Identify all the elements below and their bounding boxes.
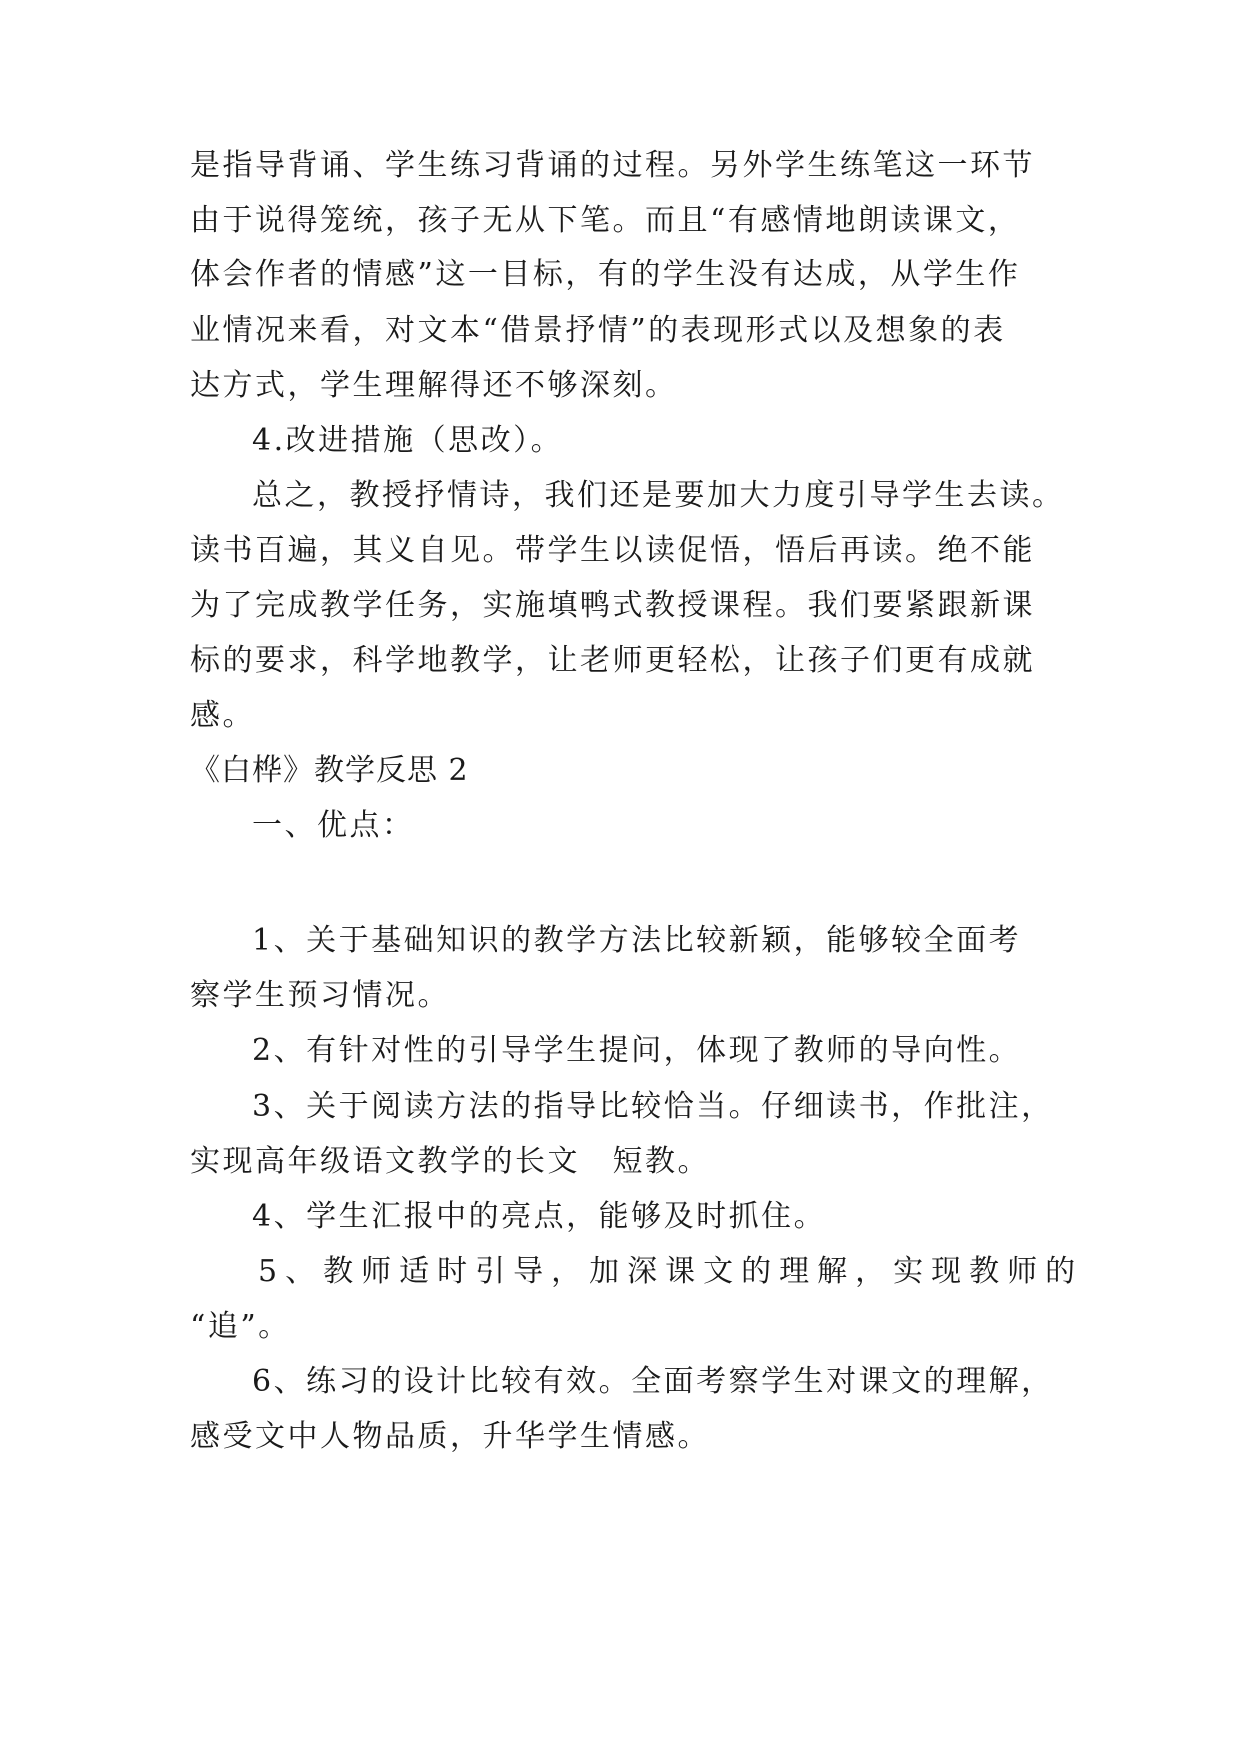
text-line: 达方式，学生理解得还不够深刻。 [190, 368, 678, 403]
section-heading: 一、优点： [252, 808, 415, 843]
text-line: 体会作者的情感”这一目标，有的学生没有达成，从学生作 [190, 257, 1021, 292]
list-item: 6、练习的设计比较有效。全面考察学生对课文的理解， [252, 1364, 1054, 1399]
text-line: 业情况来看，对文本“借景抒情”的表现形式以及想象的表 [190, 313, 1006, 348]
list-item: 1、关于基础知识的教学方法比较新颖，能够较全面考 [252, 923, 1022, 958]
text-line: 读书百遍，其义自见。带学生以读促悟，悟后再读。绝不能 [190, 533, 1035, 568]
text-line: “追”。 [190, 1309, 291, 1344]
text-line: 感。 [190, 698, 255, 733]
text-line: 由于说得笼统，孩子无从下笔。而且“有感情地朗读课文， [190, 203, 1021, 238]
list-item: 2、有针对性的引导学生提问，体现了教师的导向性。 [252, 1033, 1022, 1068]
list-item: 5、教师适时引导，加深课文的理解，实现教师的 [258, 1254, 1084, 1289]
text-line: 察学生预习情况。 [190, 978, 450, 1013]
text-line: 标的要求，科学地教学，让老师更轻松，让孩子们更有成就 [190, 643, 1035, 678]
text-line: 感受文中人物品质，升华学生情感。 [190, 1419, 710, 1454]
list-item: 4、学生汇报中的亮点，能够及时抓住。 [252, 1199, 827, 1234]
text-line: 实现高年级语文教学的长文 短教。 [190, 1144, 710, 1179]
text-line: 总之，教授抒情诗，我们还是要加大力度引导学生去读。 [252, 478, 1065, 513]
text-line: 为了完成教学任务，实施填鸭式教授课程。我们要紧跟新课 [190, 588, 1035, 623]
list-item: 3、关于阅读方法的指导比较恰当。仔细读书，作批注， [252, 1089, 1054, 1124]
text-line: 是指导背诵、学生练习背诵的过程。另外学生练笔这一环节 [190, 148, 1035, 183]
section-heading: 4.改进措施（思改）。 [252, 423, 564, 458]
article-title: 《白桦》教学反思 2 [190, 753, 469, 788]
